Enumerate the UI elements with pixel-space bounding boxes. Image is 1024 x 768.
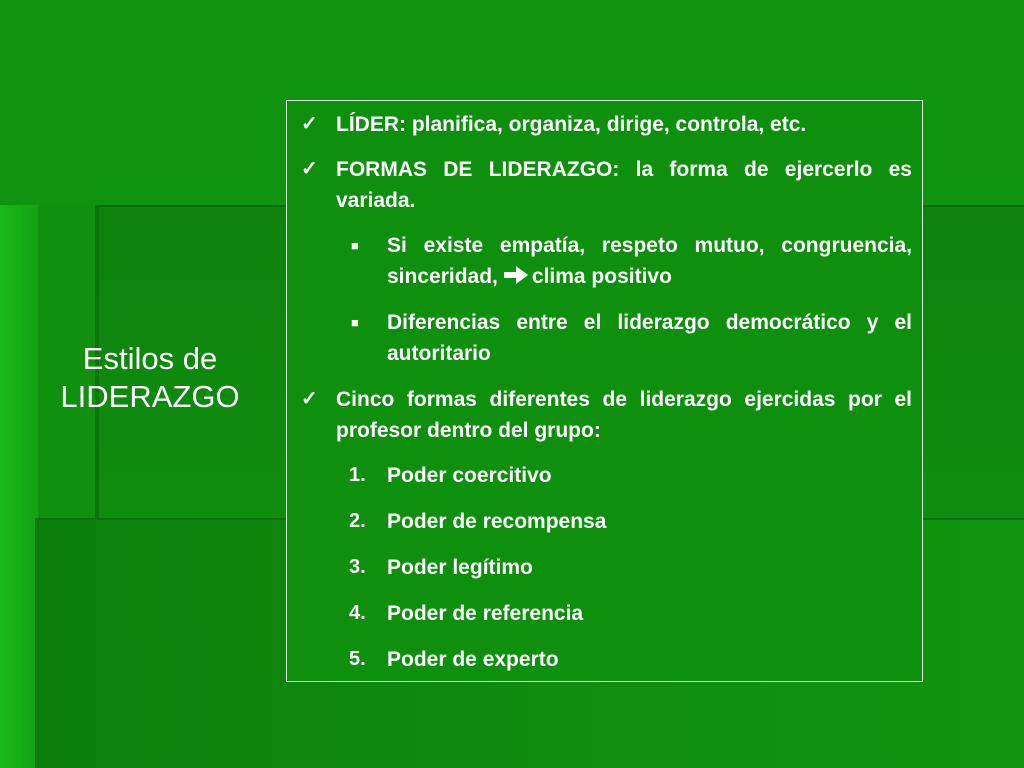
list-item: Poder de experto (387, 648, 559, 671)
slide-title (30, 340, 270, 416)
sub-bullet-empatia (387, 230, 912, 292)
list-number: 5. (349, 648, 366, 670)
check-icon: ✓ (301, 388, 318, 410)
sub-bullet-empatia-text: Si existe empatía, respeto mutuo, congruencia, sinceridad, (387, 234, 912, 288)
bullet-formas: FORMAS DE LIDERAZGO: la forma de ejercerlo es variada. (336, 158, 912, 212)
bullet-lider: LÍDER: planifica, organiza, dirige, controla, etc. (336, 113, 807, 136)
list-number: 2. (349, 510, 366, 532)
list-item: Poder de recompensa (387, 510, 607, 533)
sub-bullet-diferencias: Diferencias entre el liderazgo democrático y el autoritario (387, 311, 912, 365)
list-item: Poder de referencia (387, 602, 584, 625)
slide-title-line-2: LIDERAZGO (60, 379, 240, 414)
background-band-lower-edge (35, 518, 39, 768)
sub-bullet-empatia-result: clima positivo (531, 265, 672, 288)
slide-title-line-1: Estilos de (82, 341, 218, 376)
list-item: Poder legítimo (387, 556, 533, 579)
check-icon: ✓ (301, 113, 318, 135)
right-arrow-icon (502, 264, 530, 286)
square-bullet-icon: ■ (351, 238, 359, 253)
list-item: Poder coercitivo (387, 464, 552, 487)
content-box (286, 100, 923, 682)
square-bullet-icon: ■ (351, 315, 359, 330)
background-left-strip (0, 205, 38, 768)
list-number: 4. (349, 602, 366, 624)
list-number: 3. (349, 556, 366, 578)
check-icon: ✓ (301, 158, 318, 180)
bullet-cinco-formas: Cinco formas diferentes de liderazgo ejercidas por el profesor dentro del grupo: (336, 388, 912, 442)
list-number: 1. (349, 464, 366, 486)
